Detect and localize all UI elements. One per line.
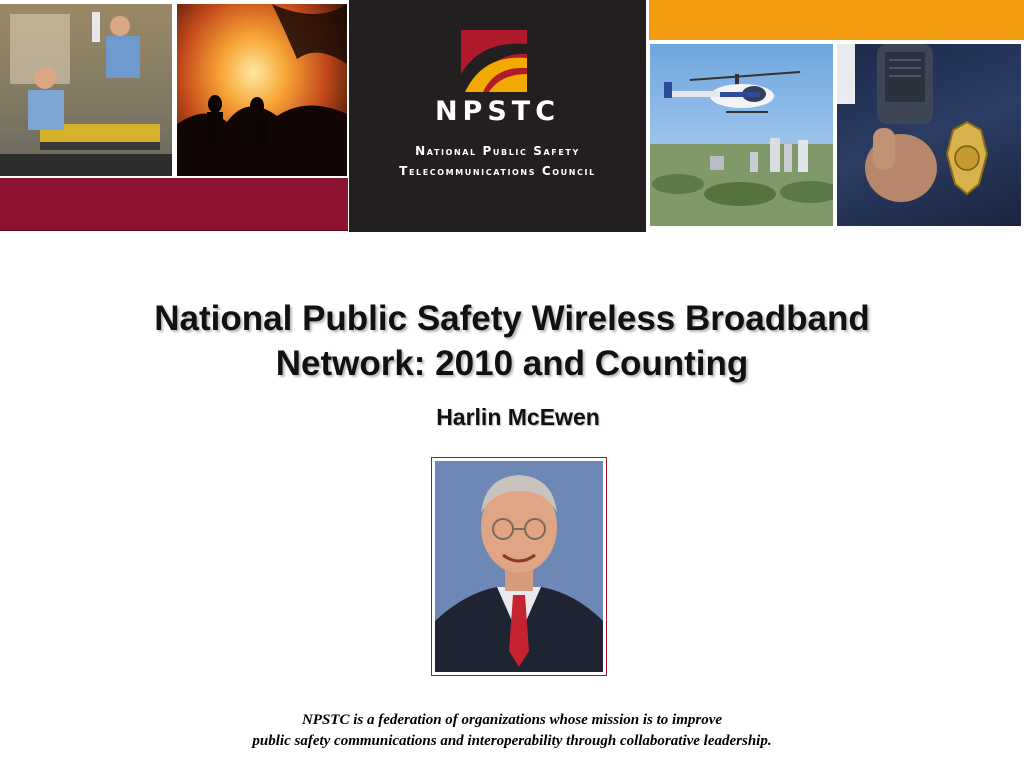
maroon-color-bar	[0, 178, 348, 231]
presenter-name: Harlin McEwen	[436, 404, 600, 430]
police-badge-photo	[837, 44, 1021, 226]
mission-statement	[0, 710, 1024, 752]
npstc-logo-icon	[461, 30, 527, 92]
npstc-wordmark: NPSTC	[434, 96, 561, 127]
ems-photo-illustration	[0, 4, 172, 176]
mission-line1: NPSTC is a federation of organizations whose mission is to improve	[301, 712, 723, 728]
helicopter-photo-illustration	[650, 44, 833, 226]
orange-color-bar	[649, 0, 1024, 40]
title-line1: National Public Safety Wireless Broadband	[154, 299, 870, 338]
presentation-title	[60, 296, 964, 386]
mission-line2: public safety communications and interoperability through collaborative leadership.	[252, 733, 772, 749]
org-name-line2: Telecommunications Council	[399, 164, 596, 178]
firefighters-photo	[177, 4, 347, 176]
badge-photo-illustration	[837, 44, 1021, 226]
portrait-illustration	[435, 461, 603, 672]
helicopter-city-photo	[650, 44, 833, 226]
org-name-line1: National Public Safety	[415, 144, 580, 158]
firefighters-photo-illustration	[177, 4, 347, 176]
header-banner	[0, 0, 1024, 232]
portrait-image	[435, 461, 603, 672]
npstc-logo-panel	[349, 0, 646, 232]
ems-photo	[0, 4, 172, 176]
presenter-portrait	[431, 457, 607, 676]
title-line2: Network: 2010 and Counting	[275, 344, 749, 383]
